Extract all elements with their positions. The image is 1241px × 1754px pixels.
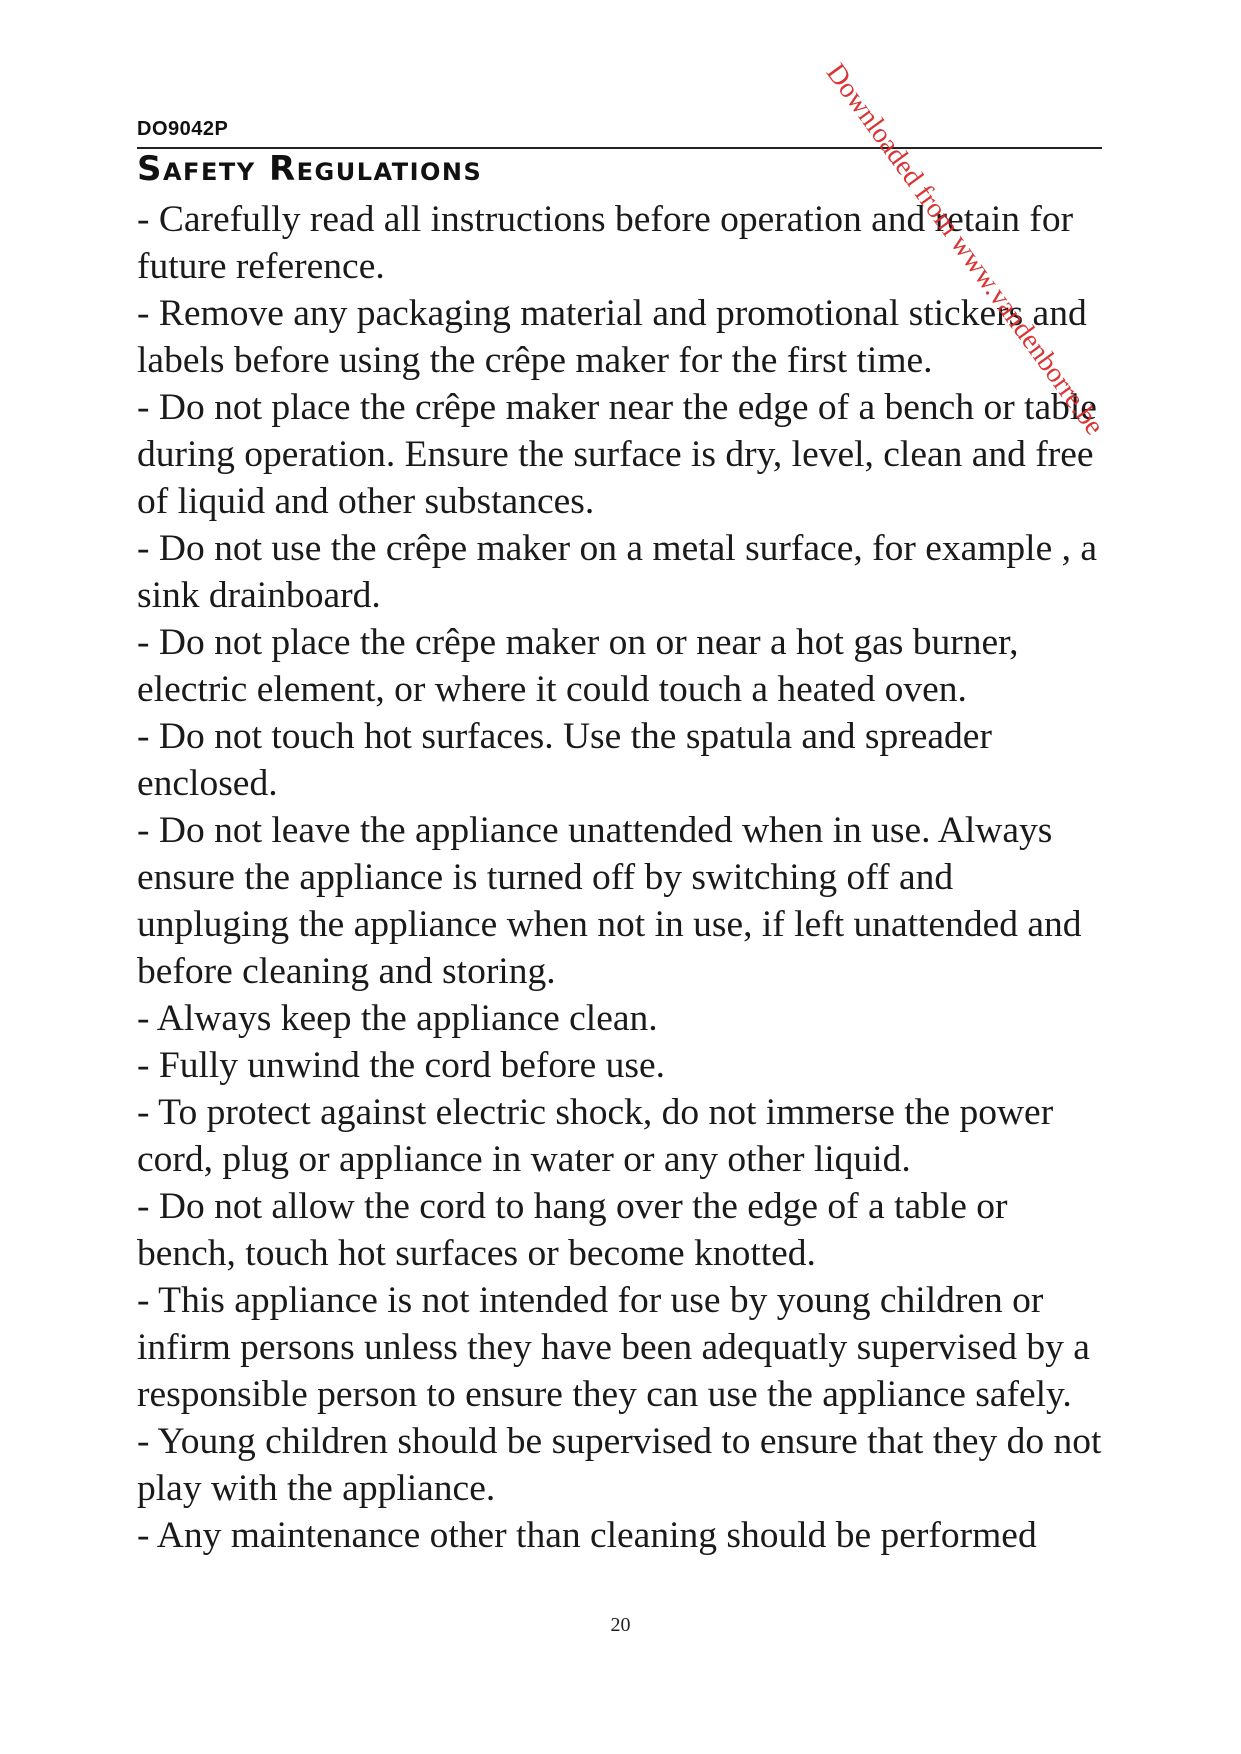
instruction-paragraph: - Fully unwind the cord before use. xyxy=(137,1045,666,1086)
instruction-paragraph: - Do not leave the appliance unattended when in use. Always ensure the appliance is turned off by switching off and unpluging the appliance when not in use, if left unattended and before cleaning and storing. xyxy=(137,810,1082,992)
instruction-paragraph: - Young children should be supervised to ensure that they do not play with the appliance. xyxy=(137,1421,1102,1509)
instruction-paragraph: - Do not place the crêpe maker near the edge of a bench or table during operation. Ensure the surface is dry, level, clean and free of liquid and other substances. xyxy=(137,387,1097,522)
instruction-paragraph: - This appliance is not intended for use by young children or infirm persons unless they have been adequatly supervised by a responsible person to ensure they can use the appliance safely. xyxy=(137,1280,1090,1415)
instruction-paragraph: - Do not place the crêpe maker on or near a hot gas burner, electric element, or where it could touch a heated oven. xyxy=(137,622,1019,710)
safety-instructions xyxy=(137,196,1107,1559)
page-number: 20 xyxy=(610,1614,631,1636)
instruction-paragraph: - Do not use the crêpe maker on a metal surface, for example , a sink drainboard. xyxy=(137,528,1097,616)
instruction-paragraph: - To protect against electric shock, do not immerse the power cord, plug or appliance in water or any other liquid. xyxy=(137,1092,1054,1180)
instruction-paragraph: - Carefully read all instructions before operation and retain for future reference. xyxy=(137,199,1074,287)
instruction-paragraph: - Any maintenance other than cleaning should be performed xyxy=(137,1515,1037,1556)
section-title: Safety Regulations xyxy=(137,149,483,189)
instruction-paragraph: - Always keep the appliance clean. xyxy=(137,998,658,1039)
download-watermark: Downloaded from www.vandenborre.be xyxy=(819,58,1110,441)
instruction-paragraph: - Remove any packaging material and promotional stickers and labels before using the crêpe maker for the first time. xyxy=(137,293,1087,381)
instruction-paragraph: - Do not touch hot surfaces. Use the spatula and spreader enclosed. xyxy=(137,716,992,804)
model-code: DO9042P xyxy=(137,118,229,140)
instruction-paragraph: - Do not allow the cord to hang over the edge of a table or bench, touch hot surfaces or become knotted. xyxy=(137,1186,1008,1274)
